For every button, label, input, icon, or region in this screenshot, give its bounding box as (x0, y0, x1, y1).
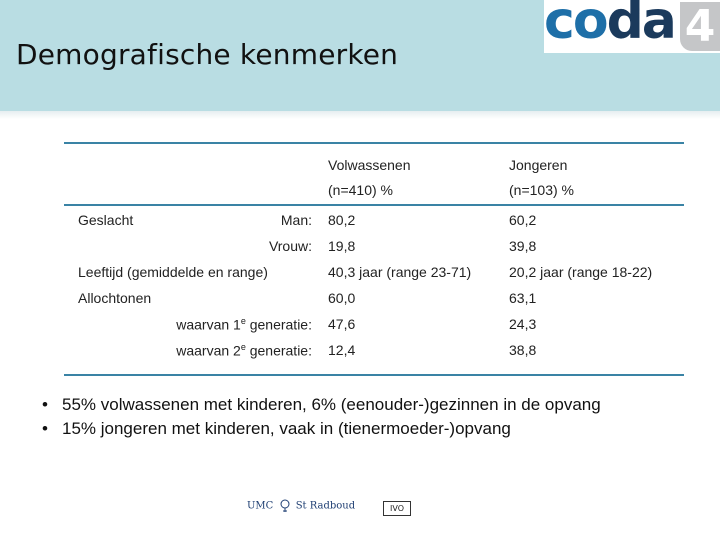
adult-value: 47,6 (328, 316, 356, 332)
slide-title: Demografische kenmerken (16, 38, 399, 71)
adult-value: 19,8 (328, 238, 356, 254)
table-row (64, 206, 684, 232)
logo-badge: 4 (680, 2, 720, 51)
umc-text: UMC (247, 500, 274, 512)
youth-value: 20,2 jaar (range 18-22) (509, 264, 653, 280)
column-header-adults: Volwassenen (328, 157, 411, 173)
youth-value: 63,1 (509, 290, 537, 306)
table-bottom-padding (64, 362, 684, 374)
row-sublabel: waarvan 1e generatie: (176, 316, 312, 333)
radboud-seal-icon (280, 499, 290, 513)
adult-value: 80,2 (328, 212, 356, 228)
adult-value: 40,3 jaar (range 23-71) (328, 264, 472, 280)
column-header-youth: Jongeren (509, 157, 568, 173)
youth-value: 38,8 (509, 342, 537, 358)
row-label: Geslacht (78, 212, 134, 228)
youth-value: 24,3 (509, 316, 537, 332)
table-row (64, 258, 684, 284)
coda4-logo (544, 0, 720, 53)
youth-value: 60,2 (509, 212, 537, 228)
header-shadow (0, 111, 720, 119)
radboud-text: St Radboud (295, 500, 356, 512)
umc-radboud-logo (247, 499, 355, 513)
bullet-text: 15% jongeren met kinderen, vaak in (tienermoeder-)opvang (62, 419, 511, 438)
bullet-icon: • (42, 419, 48, 438)
logo-letter-c: c (544, 0, 573, 51)
adult-value: 60,0 (328, 290, 356, 306)
table-row (64, 284, 684, 310)
ivo-logo: IVO (383, 501, 411, 516)
column-subheader-youth: (n=103) % (509, 182, 574, 198)
table-row (64, 232, 684, 258)
row-label: Leeftijd (gemiddelde en range) (78, 264, 268, 280)
bullet-item (42, 417, 601, 441)
bullet-item (42, 393, 601, 417)
bullet-list (42, 393, 601, 441)
column-subheader-adults: (n=410) % (328, 182, 393, 198)
logo-letter-d: d (606, 0, 642, 51)
row-sublabel: Man: (280, 212, 312, 228)
demographics-table (64, 142, 684, 376)
table-row (64, 310, 684, 336)
row-sublabel: waarvan 2e generatie: (176, 342, 312, 359)
table-header-row (64, 144, 684, 174)
row-sublabel: Vrouw: (268, 238, 312, 254)
table-row (64, 336, 684, 362)
bullet-icon: • (42, 395, 48, 414)
logo-letter-o: o (572, 0, 607, 51)
table-subheader-row (64, 174, 684, 206)
bullet-text: 55% volwassenen met kinderen, 6% (eenouder-)gezinnen in de opvang (62, 395, 601, 414)
youth-value: 39,8 (509, 238, 537, 254)
adult-value: 12,4 (328, 342, 356, 358)
logo-letter-a: a (641, 0, 675, 51)
logo-wordmark (544, 0, 675, 51)
row-label: Allochtonen (78, 290, 152, 306)
